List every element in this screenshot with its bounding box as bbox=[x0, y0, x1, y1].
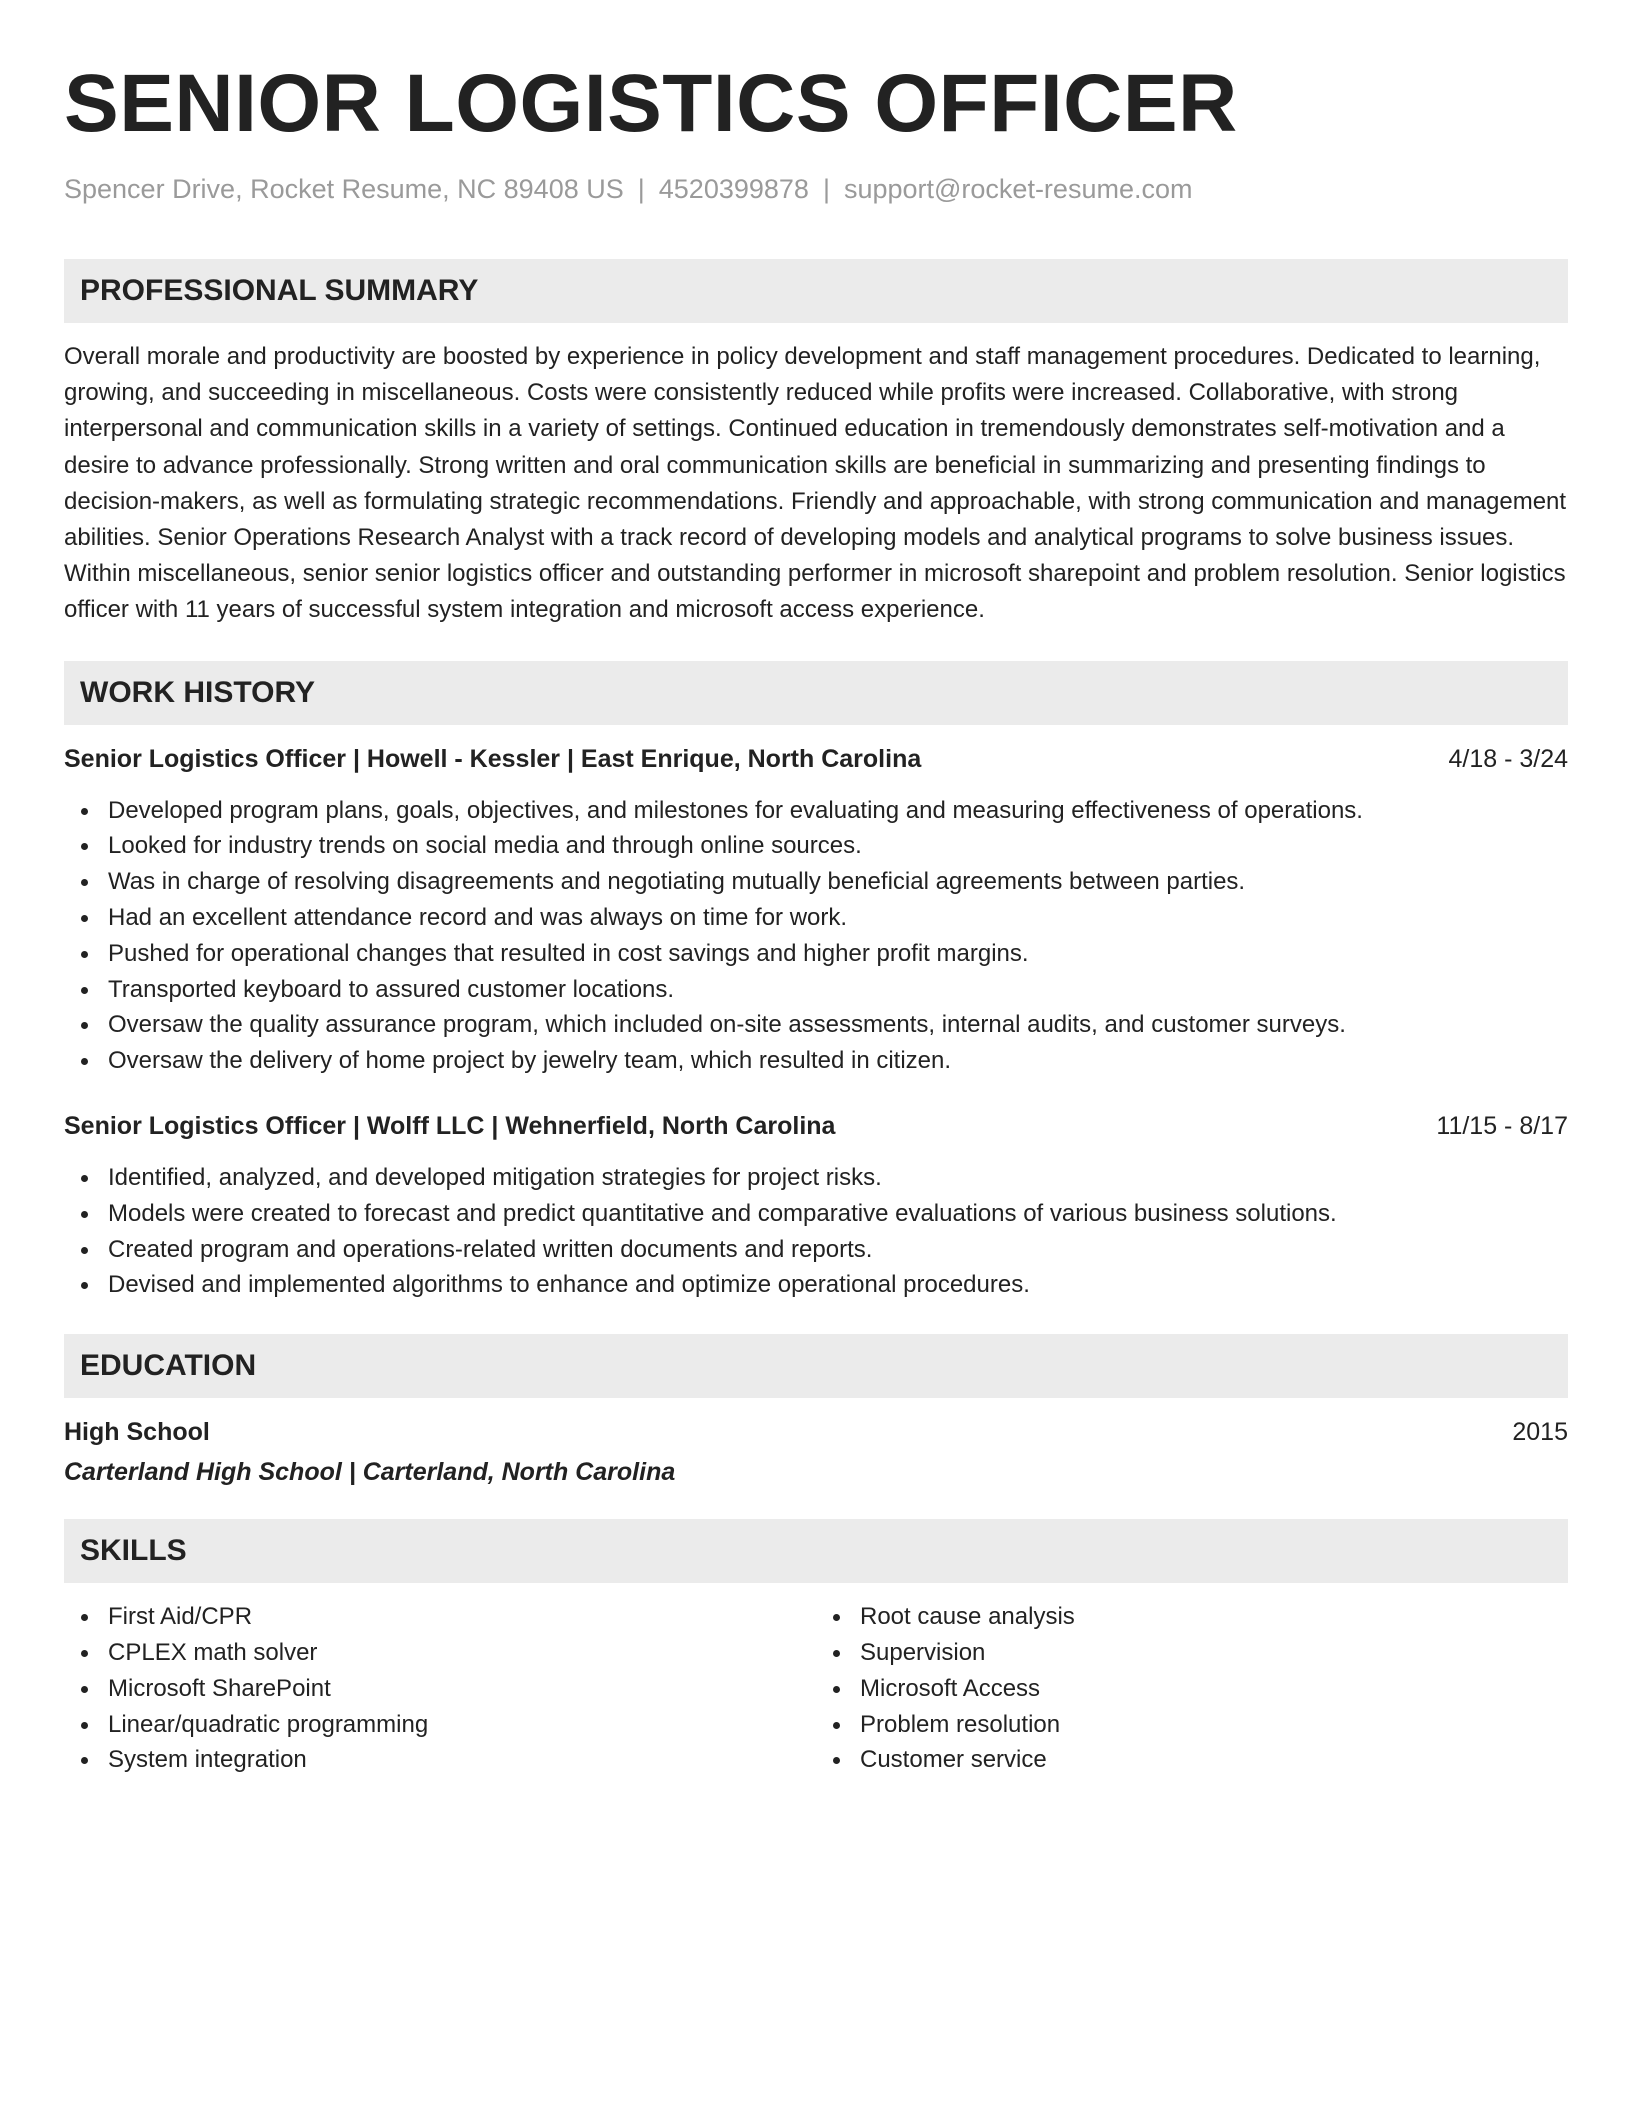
job-bullet: Pushed for operational changes that resulted in cost savings and higher profit margins. bbox=[64, 936, 1568, 972]
skill-item: Microsoft SharePoint bbox=[64, 1671, 816, 1707]
skill-item: Supervision bbox=[816, 1635, 1568, 1671]
skills-column-left bbox=[64, 1599, 816, 1778]
education-entry-header bbox=[64, 1415, 1568, 1449]
education-year: 2015 bbox=[1512, 1418, 1568, 1447]
job-dates: 11/15 - 8/17 bbox=[1436, 1112, 1568, 1140]
resume-name: SENIOR LOGISTICS OFFICER bbox=[64, 58, 1238, 149]
job-bullet: Developed program plans, goals, objectives, and milestones for evaluating and measuring effectiveness of operations. bbox=[64, 793, 1568, 829]
skill-item: CPLEX math solver bbox=[64, 1635, 816, 1671]
skill-item: Root cause analysis bbox=[816, 1599, 1568, 1635]
job-bullet-list bbox=[64, 1160, 1568, 1303]
skill-item: System integration bbox=[64, 1742, 816, 1778]
skill-item: Linear/quadratic programming bbox=[64, 1707, 816, 1743]
contact-email: support@rocket-resume.com bbox=[843, 174, 1193, 204]
skill-item: First Aid/CPR bbox=[64, 1599, 816, 1635]
summary-heading: PROFESSIONAL SUMMARY bbox=[64, 259, 1568, 323]
job-dates: 4/18 - 3/24 bbox=[1448, 744, 1568, 773]
skills-column-right bbox=[816, 1599, 1568, 1778]
contact-separator: | bbox=[822, 174, 830, 204]
work-history-heading: WORK HISTORY bbox=[64, 661, 1568, 725]
job-bullet-list bbox=[64, 793, 1568, 1079]
job-bullet: Devised and implemented algorithms to enhance and optimize operational procedures. bbox=[64, 1267, 1568, 1303]
education-degree: High School bbox=[64, 1418, 210, 1447]
job-bullet: Oversaw the delivery of home project by jewelry team, which resulted in citizen. bbox=[64, 1043, 1568, 1079]
job-bullet: Oversaw the quality assurance program, which included on-site assessments, internal audits, and customer surveys. bbox=[64, 1007, 1568, 1043]
contact-line bbox=[64, 172, 1568, 206]
education-school: Carterland High School | Carterland, North Carolina bbox=[64, 1458, 676, 1487]
contact-address: Spencer Drive, Rocket Resume, NC 89408 US bbox=[64, 174, 624, 204]
summary-text: Overall morale and productivity are boosted by experience in policy development and staff management procedures. Dedicated to learning, growing, and succeeding in miscellaneous. Costs were consistently reduced while profits were increased. Collaborative, with strong interpersonal and communication skills in a variety of settings. Continued education in tremendously demonstrates self-motivation and a desire to advance professionally. Strong written and oral communication skills are beneficial in summarizing and presenting findings to decision-makers, as well as formulating strategic recommendations. Friendly and approachable, with strong communication and management abilities. Senior Operations Research Analyst with a track record of developing models and analytical programs to solve business issues. Within miscellaneous, senior senior logistics officer and outstanding performer in microsoft sharepoint and problem resolution. Senior logistics officer with 11 years of successful system integration and microsoft access experience. bbox=[64, 343, 1567, 624]
skill-item: Microsoft Access bbox=[816, 1671, 1568, 1707]
skill-item: Problem resolution bbox=[816, 1707, 1568, 1743]
job-bullet: Had an excellent attendance record and was always on time for work. bbox=[64, 900, 1568, 936]
education-heading: EDUCATION bbox=[64, 1334, 1568, 1398]
job-bullet: Models were created to forecast and predict quantitative and comparative evaluations of various business solutions. bbox=[64, 1196, 1568, 1232]
job-entry-header bbox=[64, 1109, 1568, 1143]
skills-heading: SKILLS bbox=[64, 1519, 1568, 1583]
job-title: Senior Logistics Officer | Wolff LLC | Wehnerfield, North Carolina bbox=[64, 1112, 836, 1140]
skills-list bbox=[64, 1599, 816, 1778]
job-bullet: Transported keyboard to assured customer locations. bbox=[64, 972, 1568, 1008]
job-bullet: Was in charge of resolving disagreements and negotiating mutually beneficial agreements between parties. bbox=[64, 864, 1568, 900]
contact-separator: | bbox=[637, 174, 645, 204]
skills-list bbox=[816, 1599, 1568, 1778]
job-bullet: Created program and operations-related written documents and reports. bbox=[64, 1232, 1568, 1268]
job-bullet: Identified, analyzed, and developed mitigation strategies for project risks. bbox=[64, 1160, 1568, 1196]
skills-columns bbox=[64, 1599, 1568, 1778]
job-bullet: Looked for industry trends on social media and through online sources. bbox=[64, 828, 1568, 864]
skill-item: Customer service bbox=[816, 1742, 1568, 1778]
job-title: Senior Logistics Officer | Howell - Kessler | East Enrique, North Carolina bbox=[64, 744, 922, 773]
contact-phone: 4520399878 bbox=[658, 174, 809, 204]
job-entry-header bbox=[64, 742, 1568, 776]
